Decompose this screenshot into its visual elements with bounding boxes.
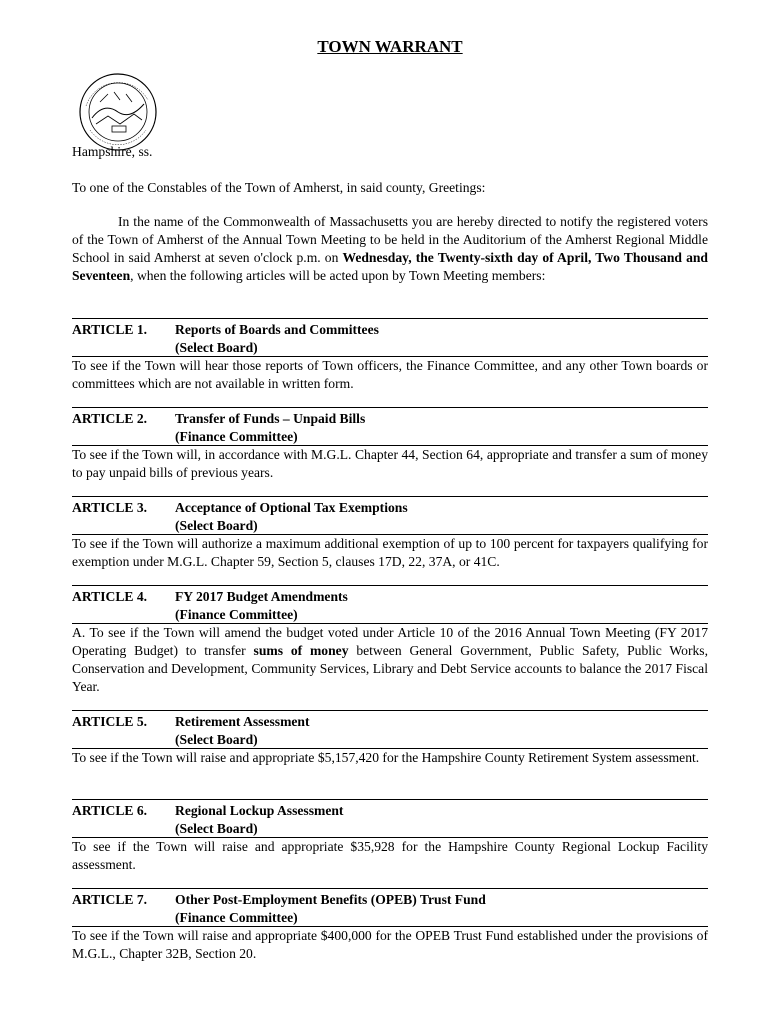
article-sponsor: (Select Board) — [72, 339, 708, 357]
article-number: ARTICLE 5. — [72, 714, 148, 729]
article-3 — [72, 496, 708, 571]
article-sponsor: (Select Board) — [72, 731, 708, 749]
article-number: ARTICLE 7. — [72, 892, 148, 907]
article-divider — [72, 318, 708, 319]
meeting-date: Wednesday, the Twenty-sixth day of April, Two Thousand and Seventeen — [72, 250, 708, 283]
article-text-bold: sums of money — [253, 643, 349, 658]
article-text: To see if the Town will raise and appropriate $35,928 for the Hampshire County Regional Lockup Facility assessment. — [72, 839, 708, 872]
article-5 — [72, 710, 708, 767]
article-text-1: A. To see if the Town will amend the budget voted under Article 10 of the 2016 Annual Town Meeting (FY 2017 Operating Budget) to transfer — [72, 625, 708, 658]
article-text: To see if the Town will authorize a maximum additional exemption of up to 100 percent for taxpayers qualifying for exemption under M.G.L. Chapter 59, Section 5, clauses 17D, 22, 37A, or 41C. — [72, 536, 708, 569]
article-text: To see if the Town will, in accordance with M.G.L. Chapter 44, Section 64, appropriate and transfer a sum of money to pay unpaid bills of previous years. — [72, 447, 708, 480]
article-text: To see if the Town will raise and appropriate $5,157,420 for the Hampshire County Retirement System assessment. — [72, 750, 700, 765]
article-number: ARTICLE 4. — [72, 589, 148, 604]
article-title: Reports of Boards and Committees — [175, 322, 379, 337]
page-title: TOWN WARRANT — [317, 37, 463, 56]
article-text — [72, 624, 708, 696]
article-sponsor: (Select Board) — [72, 517, 708, 535]
article-number: ARTICLE 2. — [72, 411, 148, 426]
intro-paragraph — [72, 213, 708, 285]
article-2 — [72, 407, 708, 482]
article-1 — [72, 318, 708, 393]
article-sponsor: (Finance Committee) — [72, 428, 708, 446]
greeting-line: To one of the Constables of the Town of Amherst, in said county, Greetings: — [72, 180, 486, 195]
article-7 — [72, 888, 708, 963]
article-title: Regional Lockup Assessment — [175, 803, 344, 818]
article-divider — [72, 496, 708, 497]
article-number: ARTICLE 6. — [72, 803, 148, 818]
intro-text-2: , when the following articles will be acted upon by Town Meeting members: — [130, 268, 546, 283]
article-divider — [72, 407, 708, 408]
article-text: To see if the Town will raise and appropriate $400,000 for the OPEB Trust Fund established under the provisions of M.G.L., Chapter 32B, Section 20. — [72, 928, 708, 961]
article-sponsor: (Finance Committee) — [72, 909, 708, 927]
article-title: Other Post-Employment Benefits (OPEB) Trust Fund — [175, 892, 486, 907]
article-sponsor: (Finance Committee) — [72, 606, 708, 624]
article-title: Transfer of Funds – Unpaid Bills — [175, 411, 366, 426]
article-sponsor: (Select Board) — [72, 820, 708, 838]
article-divider — [72, 710, 708, 711]
article-title: Acceptance of Optional Tax Exemptions — [175, 500, 408, 515]
intro-text-1: In the name of the Commonwealth of Massachusetts you are hereby directed to notify the registered voters of the Town of Amherst of the Annual Town Meeting to be held in the Auditorium of the Amherst Regional Middle School in said Amherst at seven o'clock p.m. on — [72, 214, 708, 265]
article-text-2: between General Government, Public Safety, Public Works, Conservation and Development, Community Services, Library and Debt Service accounts to balance the 2017 Fiscal Year. — [72, 643, 708, 694]
article-text: To see if the Town will hear those reports of Town officers, the Finance Committee, and any other Town boards or committees which are not available in written form. — [72, 358, 708, 391]
article-number: ARTICLE 3. — [72, 500, 148, 515]
article-title: FY 2017 Budget Amendments — [175, 589, 348, 604]
article-divider — [72, 888, 708, 889]
county-line: Hampshire, ss. — [72, 144, 153, 159]
article-4 — [72, 585, 708, 696]
article-divider — [72, 799, 708, 800]
town-seal-icon — [78, 72, 158, 152]
article-title: Retirement Assessment — [175, 714, 310, 729]
article-divider — [72, 585, 708, 586]
article-6 — [72, 799, 708, 874]
article-number: ARTICLE 1. — [72, 322, 148, 337]
warrant-body — [72, 36, 708, 961]
